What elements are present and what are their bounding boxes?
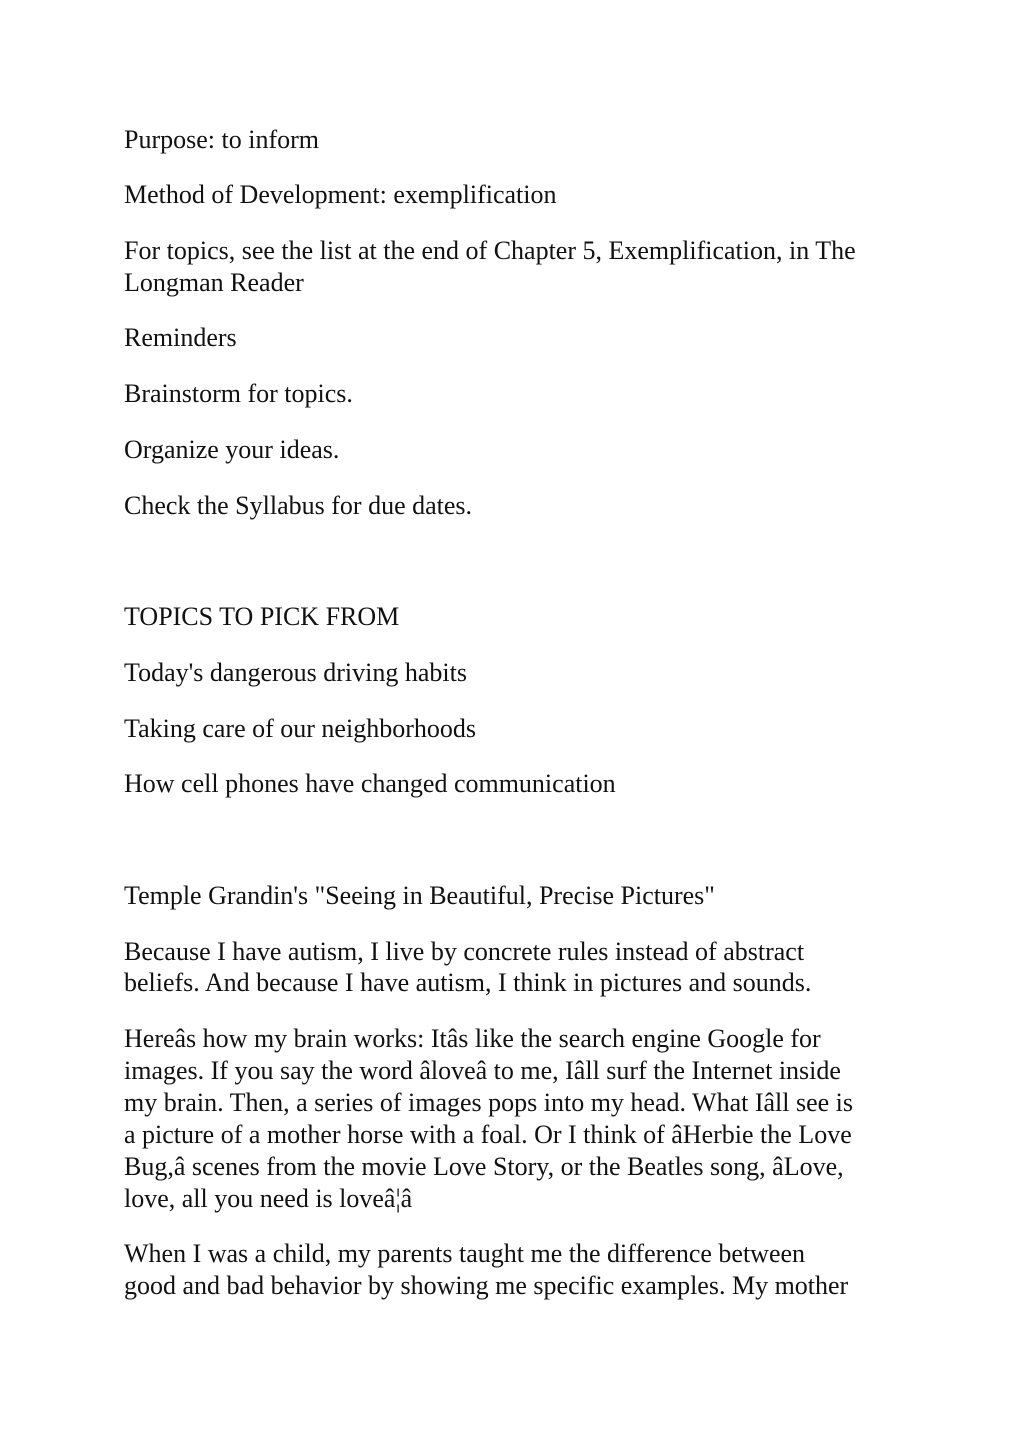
topics-note-line: For topics, see the list at the end of Chapter 5, Exemplification, in The	[124, 236, 856, 265]
purpose-line: Purpose: to inform	[124, 125, 319, 154]
paragraph-line: good and bad behavior by showing me specific examples. My mother	[124, 1271, 849, 1300]
paragraph-line: my brain. Then, a series of images pops into my head. What Iâll see is	[124, 1088, 854, 1117]
paragraph-line: When I was a child, my parents taught me the difference between	[124, 1239, 806, 1268]
topic-item: Taking care of our neighborhoods	[124, 714, 476, 743]
paragraph-line: Because I have autism, I live by concrete rules instead of abstract	[124, 937, 805, 966]
reminder-item: Check the Syllabus for due dates.	[124, 491, 473, 520]
reminder-item: Organize your ideas.	[124, 435, 340, 464]
paragraph-line: love, all you need is loveâ¦â	[124, 1184, 413, 1213]
paragraph-line: a picture of a mother horse with a foal. Or I think of âHerbie the Love	[124, 1120, 852, 1149]
paragraph-line: beliefs. And because I have autism, I think in pictures and sounds.	[124, 968, 812, 997]
paragraph-line: Hereâs how my brain works: Itâs like the search engine Google for	[124, 1024, 821, 1053]
essay-title: Temple Grandin's "Seeing in Beautiful, Precise Pictures"	[124, 881, 715, 910]
method-line: Method of Development: exemplification	[124, 180, 557, 209]
topics-heading: TOPICS TO PICK FROM	[124, 602, 400, 631]
paragraph-line: images. If you say the word âloveâ to me, Iâll surf the Internet inside	[124, 1056, 841, 1085]
reminders-heading: Reminders	[124, 323, 237, 352]
reminder-item: Brainstorm for topics.	[124, 379, 353, 408]
topics-note-line: Longman Reader	[124, 268, 304, 297]
topic-item: Today's dangerous driving habits	[124, 658, 467, 687]
paragraph-line: Bug,â scenes from the movie Love Story, or the Beatles song, âLove,	[124, 1152, 844, 1181]
topic-item: How cell phones have changed communication	[124, 769, 616, 798]
